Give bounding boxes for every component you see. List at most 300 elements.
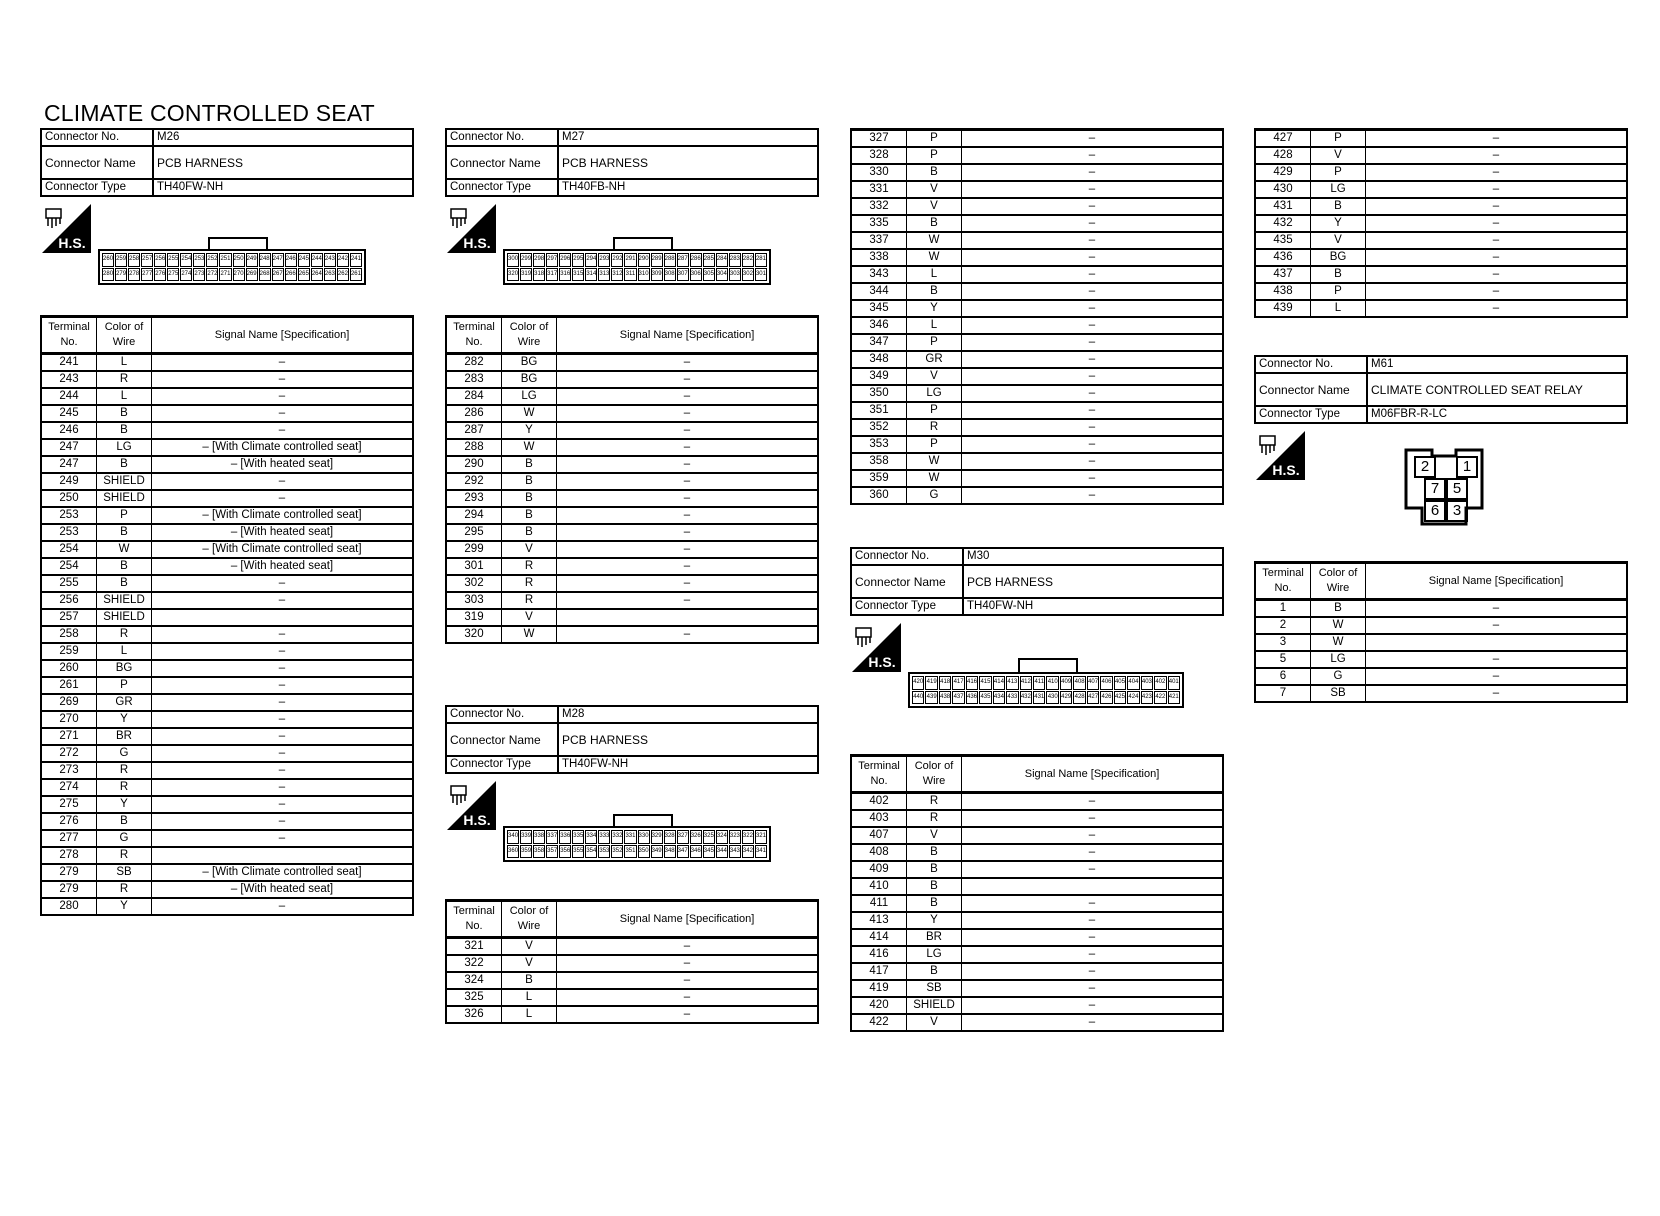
terminal-no-cell: 2 [1255, 617, 1311, 634]
terminal-no-cell: 254 [41, 541, 97, 558]
table-row [446, 388, 818, 405]
terminal-no-cell: 437 [1255, 266, 1311, 283]
wire-color-cell: B [502, 490, 557, 507]
wire-color-cell: R [97, 779, 152, 796]
terminal-no-cell: 402 [851, 793, 907, 811]
table-row [446, 541, 818, 558]
connector-name-label: Connector Name [41, 146, 153, 179]
connector-name-label: Connector Name [1255, 373, 1367, 406]
terminal-no-cell: 408 [851, 844, 907, 861]
connector-block-m30 [850, 547, 1224, 1032]
wire-color-cell: BG [97, 660, 152, 677]
connector-pin: 347 [677, 845, 689, 859]
connector-type-value: TH40FW-NH [963, 598, 1223, 615]
connector-name-value: PCB HARNESS [558, 146, 818, 179]
wire-color-cell: B [907, 164, 962, 181]
terminal-no-cell: 6 [1255, 668, 1311, 685]
signal-name-header: Signal Name [Specification] [152, 317, 414, 354]
table-row [41, 660, 413, 677]
table-row [41, 898, 413, 915]
table-row [851, 419, 1223, 436]
table-row [851, 827, 1223, 844]
wire-color-cell: B [502, 972, 557, 989]
connector-pin: 314 [585, 268, 597, 282]
connector-pin: 253 [193, 253, 205, 267]
wire-color-cell: B [1311, 600, 1366, 618]
signal-name-cell: – [962, 861, 1224, 878]
connector-pin: 255 [167, 253, 179, 267]
connector-pin: 299 [520, 253, 532, 267]
terminal-no-cell: 422 [851, 1014, 907, 1031]
hs-badge-text: H.S. [1272, 462, 1300, 478]
signal-name-cell: – [With heated seat] [152, 558, 414, 575]
terminal-no-cell: 246 [41, 422, 97, 439]
table-row [41, 592, 413, 609]
terminal-no-cell: 259 [41, 643, 97, 660]
wire-color-cell: B [97, 813, 152, 830]
wire-color-cell: G [97, 830, 152, 847]
connector-type-label: Connector Type [1255, 406, 1367, 423]
signal-name-cell: – [962, 181, 1224, 198]
wire-color-cell: V [907, 368, 962, 385]
connector-pin: 334 [585, 830, 597, 844]
harness-side-icon [1256, 431, 1305, 480]
table-row [446, 507, 818, 524]
terminal-no-cell: 271 [41, 728, 97, 745]
terminal-no-cell: 407 [851, 827, 907, 844]
connector-pin: 275 [167, 268, 179, 282]
signal-name-cell: – [With Climate controlled seat] [152, 864, 414, 881]
connector-name-label: Connector Name [446, 723, 558, 756]
signal-name-cell: – [With Climate controlled seat] [152, 439, 414, 456]
connector-pin: 308 [664, 268, 676, 282]
connector-pin: 289 [651, 253, 663, 267]
connector-type-label: Connector Type [41, 179, 153, 196]
signal-name-cell: – [962, 164, 1224, 181]
wire-color-cell: V [907, 198, 962, 215]
connector-pin: 431 [1033, 691, 1045, 705]
wire-color-cell: B [907, 963, 962, 980]
connector-info-table [40, 128, 414, 197]
color-of-wire-header: Color of Wire [907, 756, 962, 793]
table-row [851, 385, 1223, 402]
connector-diagram [445, 197, 819, 315]
table-row [1255, 266, 1627, 283]
wire-color-cell: BG [502, 354, 557, 372]
connector-info-table [445, 705, 819, 774]
terminal-no-cell: 436 [1255, 249, 1311, 266]
wire-color-cell: P [97, 677, 152, 694]
connector-pin: 296 [559, 253, 571, 267]
table-row [851, 266, 1223, 283]
terminal-no-cell: 269 [41, 694, 97, 711]
terminal-no-header: Terminal No. [446, 317, 502, 354]
connector-pin: 434 [993, 691, 1005, 705]
wire-color-cell: GR [97, 694, 152, 711]
table-row [851, 980, 1223, 997]
signal-name-cell: – [152, 371, 414, 388]
connector-pin: 246 [285, 253, 297, 267]
signal-name-cell: – [152, 388, 414, 405]
signal-name-cell: – [557, 575, 819, 592]
wire-color-cell: SHIELD [97, 490, 152, 507]
wire-color-cell: V [502, 938, 557, 956]
terminal-no-cell: 256 [41, 592, 97, 609]
wire-color-cell: L [502, 1006, 557, 1023]
signal-name-cell: – [152, 354, 414, 372]
table-row [41, 439, 413, 456]
wire-color-cell: B [907, 283, 962, 300]
terminal-no-cell: 420 [851, 997, 907, 1014]
table-row [41, 405, 413, 422]
connector-pin: 414 [993, 676, 1005, 690]
terminal-no-cell: 359 [851, 470, 907, 487]
connector-type-label: Connector Type [851, 598, 963, 615]
signal-name-cell: – [152, 745, 414, 762]
signal-name-cell: – [962, 351, 1224, 368]
wire-color-cell: B [907, 215, 962, 232]
terminal-no-cell: 338 [851, 249, 907, 266]
connector-block-m27 [445, 128, 819, 644]
terminal-no-cell: 414 [851, 929, 907, 946]
terminal-no-cell: 403 [851, 810, 907, 827]
wire-color-cell: L [1311, 300, 1366, 317]
terminal-no-cell: 327 [851, 130, 907, 148]
harness-side-icon [852, 623, 901, 672]
wire-color-cell: V [907, 1014, 962, 1031]
signal-name-cell: – [962, 963, 1224, 980]
terminal-no-cell: 358 [851, 453, 907, 470]
wire-color-cell: P [907, 436, 962, 453]
signal-name-cell: – [557, 422, 819, 439]
wire-color-cell: W [907, 249, 962, 266]
terminal-no-cell: 411 [851, 895, 907, 912]
connector-pin: 425 [1114, 691, 1126, 705]
table-row [851, 181, 1223, 198]
signal-name-cell: – [152, 677, 414, 694]
connector-pin: 355 [572, 845, 584, 859]
connector-pin: 440 [912, 691, 924, 705]
table-row [1255, 249, 1627, 266]
signal-name-cell: – [962, 385, 1224, 402]
connector-pin: 411 [1033, 676, 1045, 690]
connector-type-value: M06FBR-R-LC [1367, 406, 1627, 423]
connector-pin: 315 [572, 268, 584, 282]
connector-pin: 298 [533, 253, 545, 267]
connector-pin: 417 [952, 676, 964, 690]
signal-name-cell: – [152, 830, 414, 847]
connector-type-value: TH40FW-NH [558, 756, 818, 773]
wire-color-cell: LG [907, 385, 962, 402]
connector-pin: 276 [154, 268, 166, 282]
connector-type-value: TH40FB-NH [558, 179, 818, 196]
table-row [446, 626, 818, 643]
connector-pin: 324 [716, 830, 728, 844]
color-of-wire-header: Color of Wire [502, 901, 557, 938]
wire-color-cell: Y [907, 300, 962, 317]
terminal-no-cell: 410 [851, 878, 907, 895]
connector-pin: 430 [1046, 691, 1058, 705]
signal-name-cell: – [557, 592, 819, 609]
connector-pin: 284 [716, 253, 728, 267]
table-row [41, 677, 413, 694]
table-row [41, 779, 413, 796]
terminal-no-cell: 438 [1255, 283, 1311, 300]
table-row [446, 609, 818, 626]
table-row [41, 711, 413, 728]
signal-name-cell: – [152, 779, 414, 796]
signal-name-cell: – [557, 405, 819, 422]
wire-color-cell: SHIELD [97, 592, 152, 609]
signal-name-cell: – [152, 660, 414, 677]
terminal-no-header: Terminal No. [851, 756, 907, 793]
connector-pin: 242 [337, 253, 349, 267]
signal-name-cell: – [152, 813, 414, 830]
signal-name-header: Signal Name [Specification] [1366, 563, 1628, 600]
harness-side-icon [447, 781, 496, 830]
signal-name-cell: – [1366, 232, 1628, 249]
connector-diagram [850, 616, 1224, 754]
table-row [851, 844, 1223, 861]
wire-color-cell: V [1311, 232, 1366, 249]
connector-pin: 249 [246, 253, 258, 267]
connector-pin-grid [503, 249, 771, 285]
table-row [1255, 300, 1627, 317]
table-row [851, 470, 1223, 487]
connector-type-label: Connector Type [446, 179, 558, 196]
signal-name-cell: – [962, 487, 1224, 504]
terminal-no-cell: 352 [851, 419, 907, 436]
table-row [446, 490, 818, 507]
table-row [1255, 600, 1627, 618]
wire-color-cell: Y [97, 796, 152, 813]
connector-type-label: Connector Type [446, 756, 558, 773]
table-row [851, 436, 1223, 453]
connector-pin: 320 [507, 268, 519, 282]
signal-name-cell: – [962, 232, 1224, 249]
terminal-no-cell: 286 [446, 405, 502, 422]
table-row [1255, 283, 1627, 300]
signal-name-cell: – [962, 844, 1224, 861]
terminal-no-cell: 3 [1255, 634, 1311, 651]
terminal-no-cell: 417 [851, 963, 907, 980]
connector-pin: 285 [703, 253, 715, 267]
wire-color-cell: B [1311, 198, 1366, 215]
signal-name-cell: – [152, 728, 414, 745]
wire-color-cell: W [1311, 617, 1366, 634]
connector-pin: 244 [311, 253, 323, 267]
signal-name-cell: – [557, 439, 819, 456]
connector-pin: 342 [742, 845, 754, 859]
wire-color-cell: LG [1311, 651, 1366, 668]
connector-pin: 348 [664, 845, 676, 859]
terminal-no-cell: 303 [446, 592, 502, 609]
signal-name-cell: – [962, 827, 1224, 844]
hs-badge-text: H.S. [463, 235, 491, 251]
wire-color-cell: B [907, 861, 962, 878]
signal-name-header: Signal Name [Specification] [557, 317, 819, 354]
terminal-no-cell: 273 [41, 762, 97, 779]
signal-name-cell: – [1366, 130, 1628, 148]
signal-name-cell: – [962, 810, 1224, 827]
color-of-wire-header: Color of Wire [97, 317, 152, 354]
connector-pin-grid [503, 826, 771, 862]
hs-badge-text: H.S. [868, 654, 896, 670]
wire-color-cell: G [97, 745, 152, 762]
connector-pin: 258 [128, 253, 140, 267]
signal-name-cell: – [962, 793, 1224, 811]
terminal-no-cell: 258 [41, 626, 97, 643]
connector-pin: 272 [206, 268, 218, 282]
signal-name-cell [152, 847, 414, 864]
signal-name-cell: – [962, 436, 1224, 453]
connector-pin: 245 [298, 253, 310, 267]
signal-name-cell: – [557, 490, 819, 507]
wire-color-cell: GR [907, 351, 962, 368]
terminal-no-cell: 253 [41, 507, 97, 524]
signal-name-cell: – [152, 490, 414, 507]
wire-color-cell: SHIELD [907, 997, 962, 1014]
signal-name-cell: – [557, 541, 819, 558]
connector-pin: 330 [638, 830, 650, 844]
connector-pin: 356 [559, 845, 571, 859]
terminal-no-cell: 419 [851, 980, 907, 997]
connector-pin: 309 [651, 268, 663, 282]
signal-name-cell: – [1366, 617, 1628, 634]
connector-pin-grid [908, 672, 1184, 708]
connector-pin: 292 [611, 253, 623, 267]
terminal-no-cell: 7 [1255, 685, 1311, 702]
table-row [446, 575, 818, 592]
wire-color-cell: R [502, 558, 557, 575]
terminal-no-cell: 290 [446, 456, 502, 473]
table-row [41, 881, 413, 898]
wire-color-cell: V [502, 541, 557, 558]
signal-name-cell: – [962, 929, 1224, 946]
terminal-no-cell: 276 [41, 813, 97, 830]
signal-name-cell: – [962, 147, 1224, 164]
table-row [851, 895, 1223, 912]
connector-pin: 302 [742, 268, 754, 282]
connector-pin: 429 [1060, 691, 1072, 705]
connector-pin: 333 [598, 830, 610, 844]
signal-name-cell [1366, 634, 1628, 651]
signal-name-cell: – [1366, 668, 1628, 685]
table-row [446, 473, 818, 490]
signal-name-header: Signal Name [Specification] [557, 901, 819, 938]
signal-name-cell: – [With Climate controlled seat] [152, 507, 414, 524]
table-row [1255, 130, 1627, 148]
table-row [41, 626, 413, 643]
connector-no-label: Connector No. [446, 706, 558, 723]
signal-name-cell: – [557, 955, 819, 972]
table-row [851, 317, 1223, 334]
table-row [851, 283, 1223, 300]
table-row [851, 963, 1223, 980]
table-row [446, 456, 818, 473]
connector-pin: 413 [1006, 676, 1018, 690]
wire-color-cell: W [1311, 634, 1366, 651]
connector-pin: 265 [298, 268, 310, 282]
connector-no-label: Connector No. [1255, 356, 1367, 373]
terminal-no-cell: 249 [41, 473, 97, 490]
connector-pin: 353 [598, 845, 610, 859]
terminal-no-cell: 257 [41, 609, 97, 626]
connector-pin: 268 [259, 268, 271, 282]
connector-pin: 293 [598, 253, 610, 267]
signal-name-cell: – [152, 898, 414, 915]
signal-name-cell: – [152, 405, 414, 422]
terminal-no-cell: 294 [446, 507, 502, 524]
wire-color-cell: R [502, 575, 557, 592]
terminal-no-cell: 360 [851, 487, 907, 504]
connector-pin: 325 [703, 830, 715, 844]
table-row [446, 972, 818, 989]
signal-name-cell: – [557, 989, 819, 1006]
terminal-no-cell: 326 [446, 1006, 502, 1023]
terminal-table [1254, 561, 1628, 703]
table-row [446, 405, 818, 422]
table-row [41, 388, 413, 405]
wire-color-cell: W [907, 232, 962, 249]
connector-pin: 432 [1020, 691, 1032, 705]
terminal-no-cell: 261 [41, 677, 97, 694]
connector-info-table [850, 547, 1224, 616]
wire-color-cell: V [502, 609, 557, 626]
terminal-no-cell: 429 [1255, 164, 1311, 181]
wire-color-cell: BG [1311, 249, 1366, 266]
signal-name-cell: – [962, 130, 1224, 148]
connector-pin: 410 [1046, 676, 1058, 690]
wire-color-cell: L [907, 266, 962, 283]
connector-pin: 271 [219, 268, 231, 282]
connector-pin: 406 [1100, 676, 1112, 690]
connector-pin: 281 [755, 253, 767, 267]
signal-name-cell: – [152, 762, 414, 779]
table-row [41, 490, 413, 507]
signal-name-cell: – [1366, 181, 1628, 198]
wire-color-cell: B [97, 524, 152, 541]
terminal-no-cell: 332 [851, 198, 907, 215]
terminal-no-cell: 243 [41, 371, 97, 388]
signal-name-cell: – [152, 643, 414, 660]
connector-pin: 328 [664, 830, 676, 844]
connector-pin: 438 [939, 691, 951, 705]
wire-color-cell: L [97, 388, 152, 405]
table-row [851, 232, 1223, 249]
connector-pin: 264 [311, 268, 323, 282]
signal-name-cell [557, 609, 819, 626]
wire-color-cell: P [907, 334, 962, 351]
connector-name-value: CLIMATE CONTROLLED SEAT RELAY [1367, 373, 1627, 406]
table-row [41, 541, 413, 558]
connector-pin: 420 [912, 676, 924, 690]
signal-name-cell: – [With Climate controlled seat] [152, 541, 414, 558]
connector-pin: 426 [1100, 691, 1112, 705]
connector-pin-grid [98, 249, 366, 285]
signal-name-cell: – [1366, 283, 1628, 300]
wire-color-cell: V [907, 827, 962, 844]
connector-pin: 254 [180, 253, 192, 267]
table-row [446, 439, 818, 456]
table-row [851, 861, 1223, 878]
signal-name-cell: – [With heated seat] [152, 524, 414, 541]
table-row [446, 371, 818, 388]
terminal-no-cell: 284 [446, 388, 502, 405]
connector-pin: 354 [585, 845, 597, 859]
signal-name-cell: – [557, 626, 819, 643]
wire-color-cell: R [907, 810, 962, 827]
